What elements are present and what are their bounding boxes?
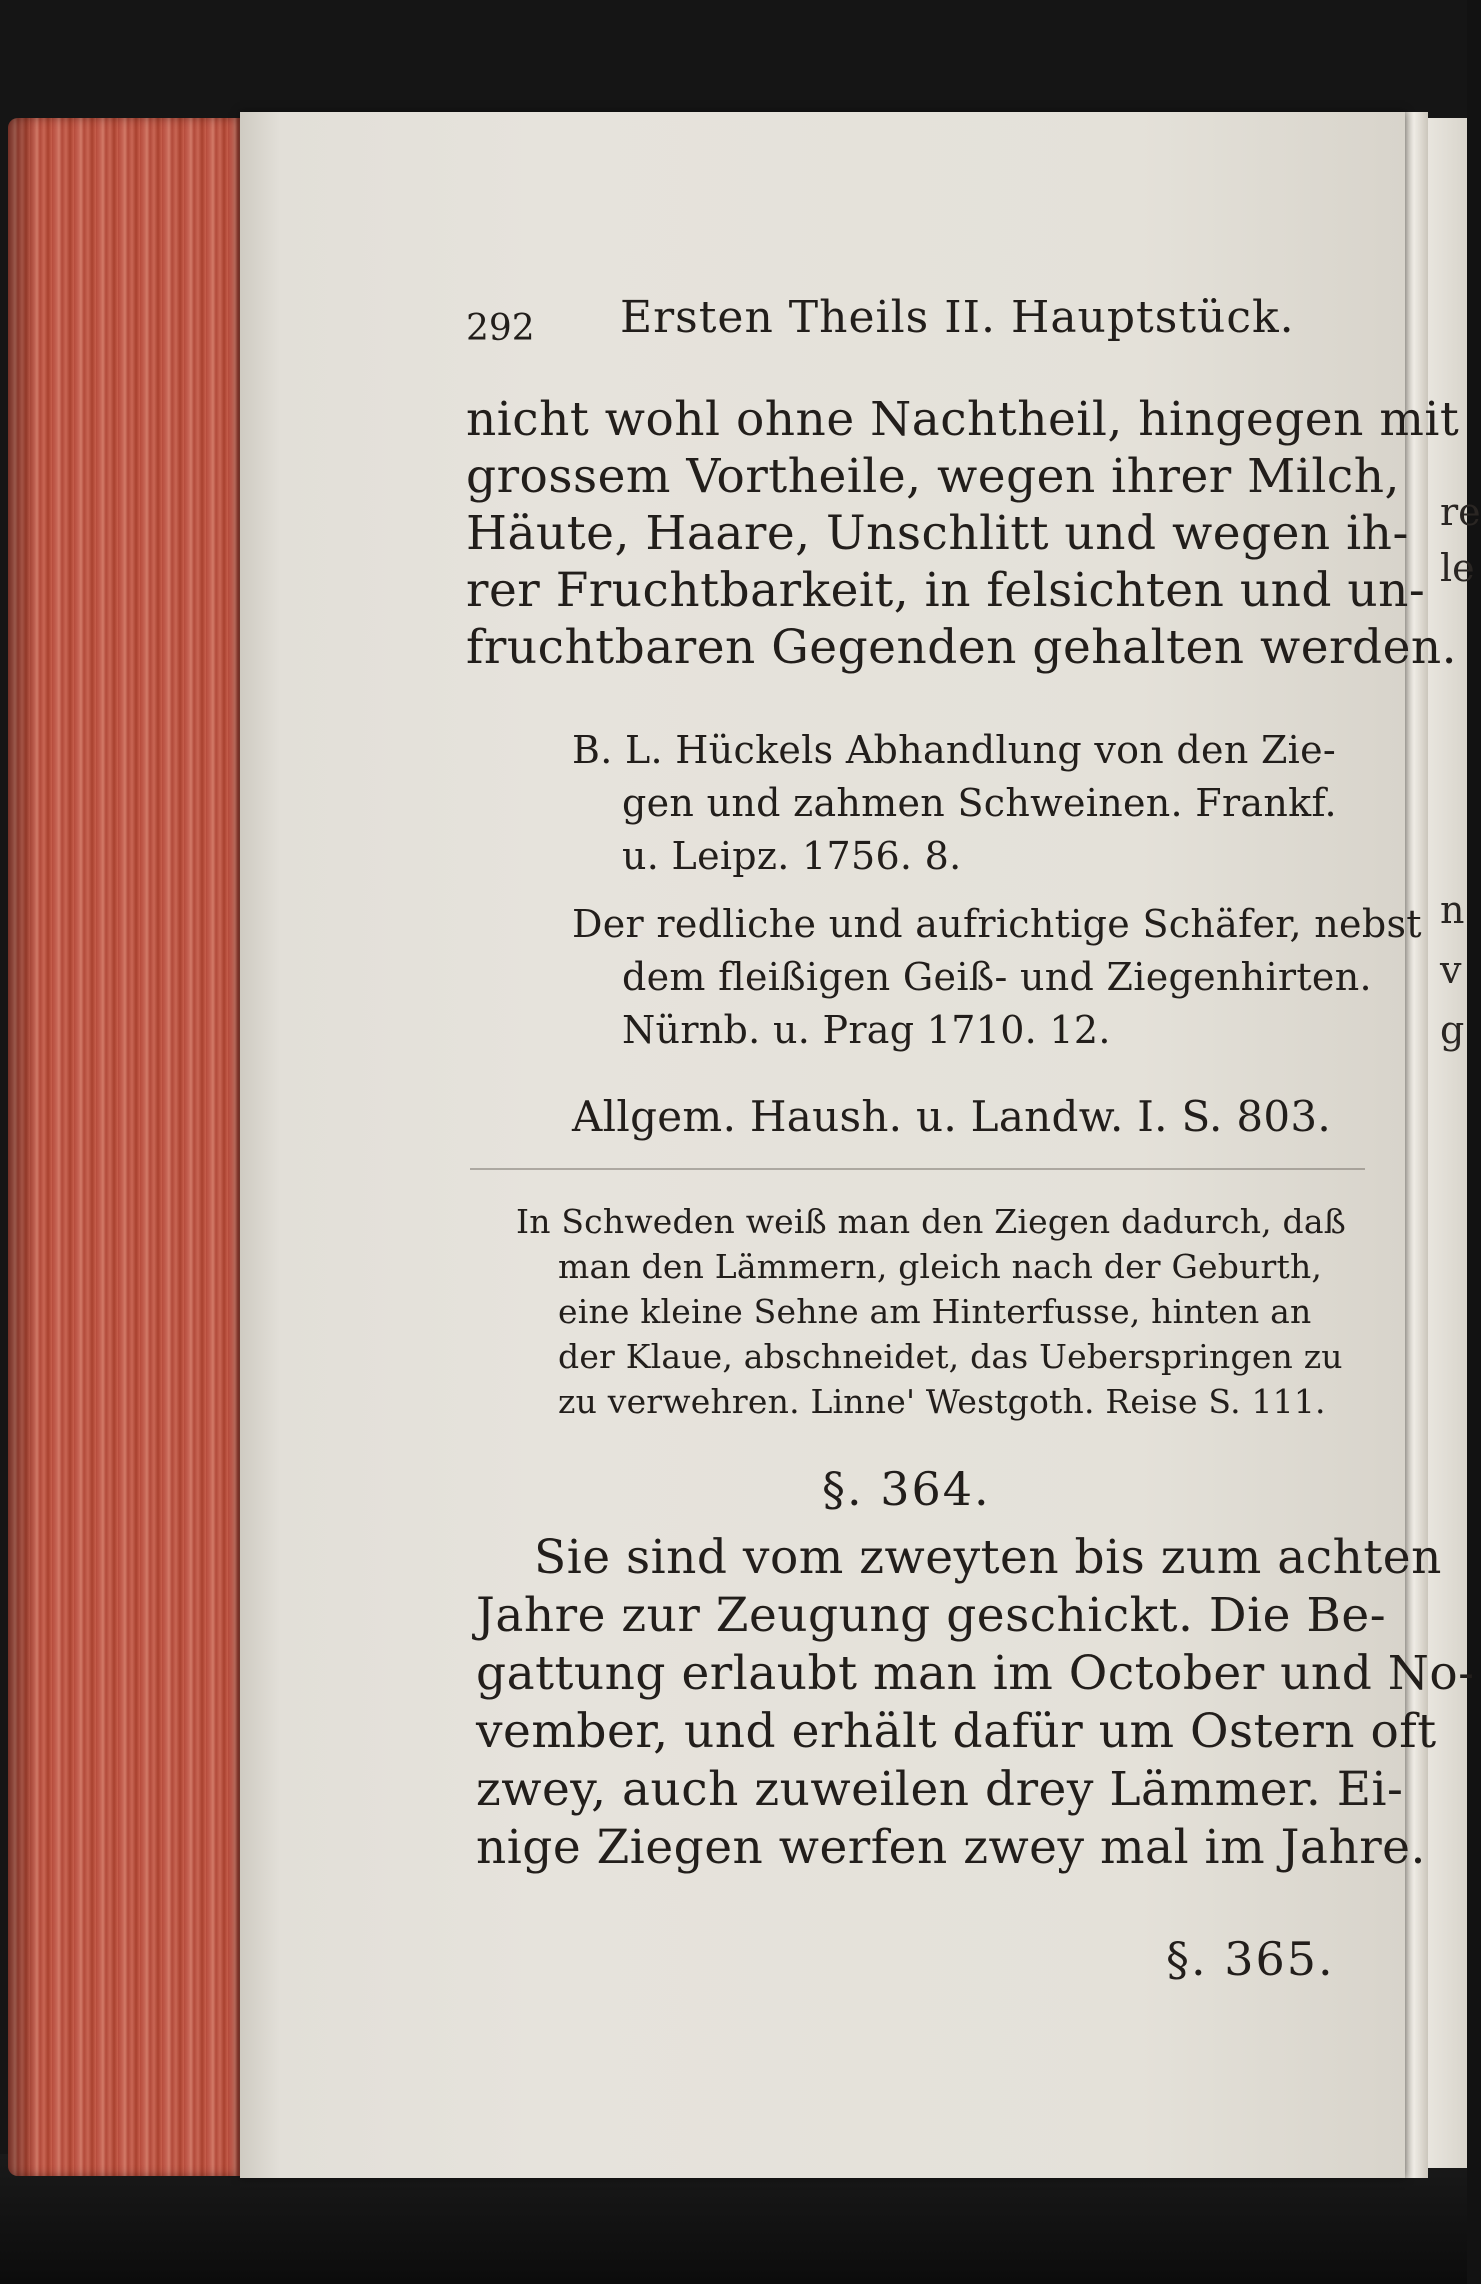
section-heading: §. 364. bbox=[822, 1462, 991, 1516]
note-line: der Klaue, abschneidet, das Ueberspringen zu bbox=[558, 1337, 1343, 1376]
note-line: eine kleine Sehne am Hinterfusse, hinten an bbox=[558, 1292, 1312, 1331]
paragraph-line: Häute, Haare, Unschlitt und wegen ih- bbox=[466, 506, 1409, 561]
paragraph-line: vember, und erhält dafür um Ostern oft bbox=[476, 1704, 1437, 1759]
reference-line: Der redliche und aufrichtige Schäfer, nebst bbox=[572, 902, 1422, 946]
paragraph-line: grossem Vortheile, wegen ihrer Milch, bbox=[466, 449, 1400, 504]
paragraph-line: fruchtbaren Gegenden gehalten werden. bbox=[466, 620, 1458, 675]
paragraph-line: nige Ziegen werfen zwey mal im Jahre. bbox=[476, 1820, 1426, 1875]
next-page-fragment: n bbox=[1440, 888, 1465, 932]
next-page-fragment: re bbox=[1440, 490, 1481, 534]
paragraph-line: zwey, auch zuweilen drey Lämmer. Ei- bbox=[476, 1762, 1404, 1817]
next-page-fragment: g bbox=[1440, 1008, 1465, 1052]
separator-rule bbox=[470, 1168, 1365, 1170]
note-line: man den Lämmern, gleich nach der Geburth, bbox=[558, 1247, 1323, 1286]
running-title: Ersten Theils II. Hauptstück. bbox=[620, 292, 1295, 343]
reference-line: Allgem. Haush. u. Landw. I. S. 803. bbox=[572, 1092, 1332, 1141]
reference-line: dem fleißigen Geiß- und Ziegenhirten. bbox=[622, 955, 1372, 999]
note-line: zu verwehren. Linne' Westgoth. Reise S. 111. bbox=[558, 1382, 1326, 1421]
paragraph-line: gattung erlaubt man im October und No- bbox=[476, 1646, 1475, 1701]
reference-line: Nürnb. u. Prag 1710. 12. bbox=[622, 1008, 1111, 1052]
page-number: 292 bbox=[466, 308, 535, 349]
paragraph-line: nicht wohl ohne Nachtheil, hingegen mit bbox=[466, 392, 1460, 447]
paragraph-line: rer Fruchtbarkeit, in felsichten und un- bbox=[466, 563, 1426, 618]
paragraph-line: Jahre zur Zeugung geschickt. Die Be- bbox=[476, 1588, 1387, 1643]
catchword: §. 365. bbox=[1166, 1932, 1335, 1986]
reference-line: B. L. Hückels Abhandlung von den Zie- bbox=[572, 728, 1337, 772]
page-block-edge bbox=[8, 118, 244, 2176]
reference-line: u. Leipz. 1756. 8. bbox=[622, 834, 962, 878]
paragraph-line: Sie sind vom zweyten bis zum achten bbox=[534, 1530, 1442, 1585]
next-page-fragment: v bbox=[1440, 948, 1462, 992]
reference-line: gen und zahmen Schweinen. Frankf. bbox=[622, 781, 1337, 825]
note-line: In Schweden weiß man den Ziegen dadurch, daß bbox=[516, 1202, 1346, 1241]
next-page-fragment: le bbox=[1440, 546, 1475, 590]
